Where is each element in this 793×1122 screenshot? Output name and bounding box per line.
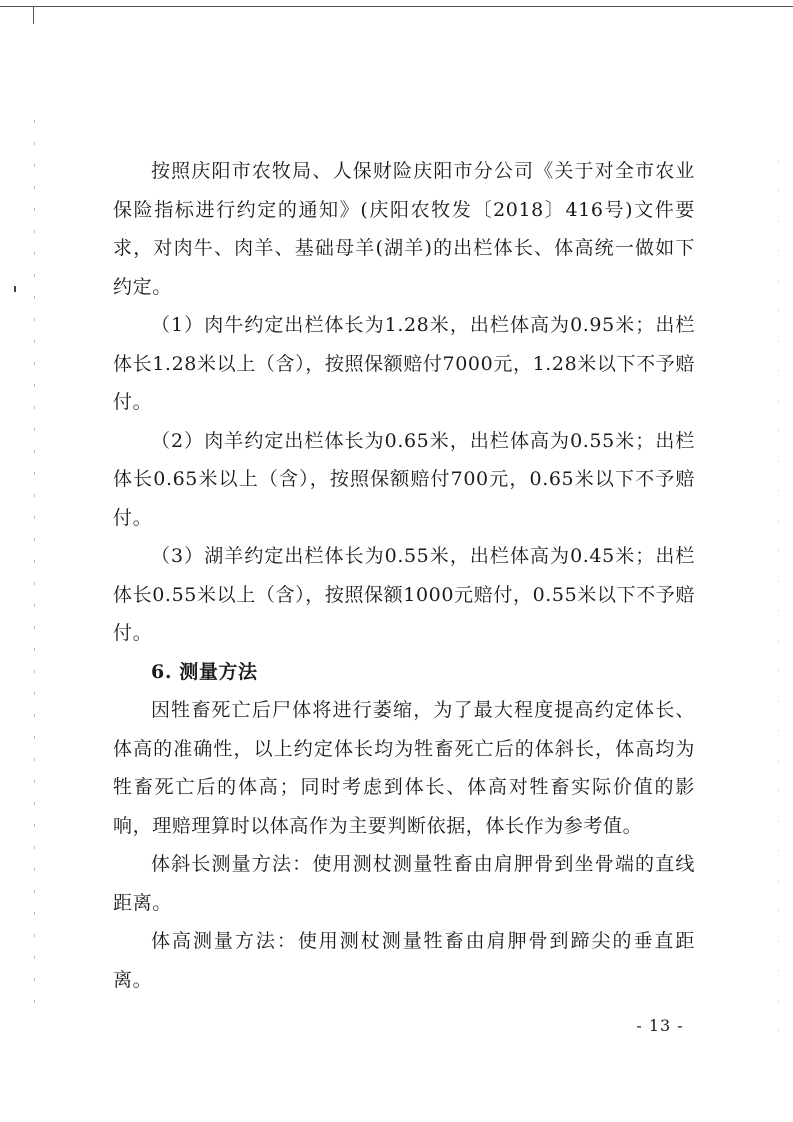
scan-edge-marks — [778, 160, 779, 1040]
paragraph-measurement-intro: 因牲畜死亡后尸体将进行萎缩，为了最大程度提高约定体长、体高的准确性，以上约定体长均为牲畜死亡后的体斜长，体高均为牲畜死亡后的体高；同时考虑到体长、体高对牲畜实际价值的影响，理赔理算时以体高作为主要判断依据，体长作为参考值。 — [113, 699, 695, 837]
document-body — [113, 152, 695, 999]
paragraph-meat-sheep: （2）肉羊约定出栏体长为0.65米，出栏体高为0.55米；出栏体长0.65米以上（含），按照保额赔付700元，0.65米以下不予赔付。 — [113, 429, 695, 529]
paragraph-beef-cattle: （1）肉牛约定出栏体长为1.28米，出栏体高为0.95米；出栏体长1.28米以上（含），按照保额赔付7000元，1.28米以下不予赔付。 — [113, 314, 695, 413]
paragraph-intro: 按照庆阳市农牧局、人保财险庆阳市分公司《关于对全市农业保险指标进行约定的通知》(庆阳农牧发〔2018〕416号)文件要求，对肉牛、肉羊、基础母羊(湖羊)的出栏体长、体高统一做如下约定。 — [113, 160, 695, 298]
page-number: - 13 - — [636, 1016, 684, 1035]
paragraph-height-method: 体高测量方法：使用测杖测量牲畜由肩胛骨到蹄尖的垂直距离。 — [113, 930, 695, 991]
section-heading-measurement: 6. 测量方法 — [151, 660, 258, 683]
top-border-line — [0, 6, 793, 7]
paragraph-hu-sheep: （3）湖羊约定出栏体长为0.55米，出栏体高为0.45米；出栏体长0.55米以上（含），按照保额1000元赔付，0.55米以下不予赔付。 — [113, 545, 695, 644]
binding-margin-marks — [34, 120, 35, 1020]
top-corner-tick — [33, 6, 34, 24]
paragraph-length-method: 体斜长测量方法：使用测杖测量牲畜由肩胛骨到坐骨端的直线距离。 — [113, 853, 695, 914]
scan-speck — [14, 286, 16, 292]
